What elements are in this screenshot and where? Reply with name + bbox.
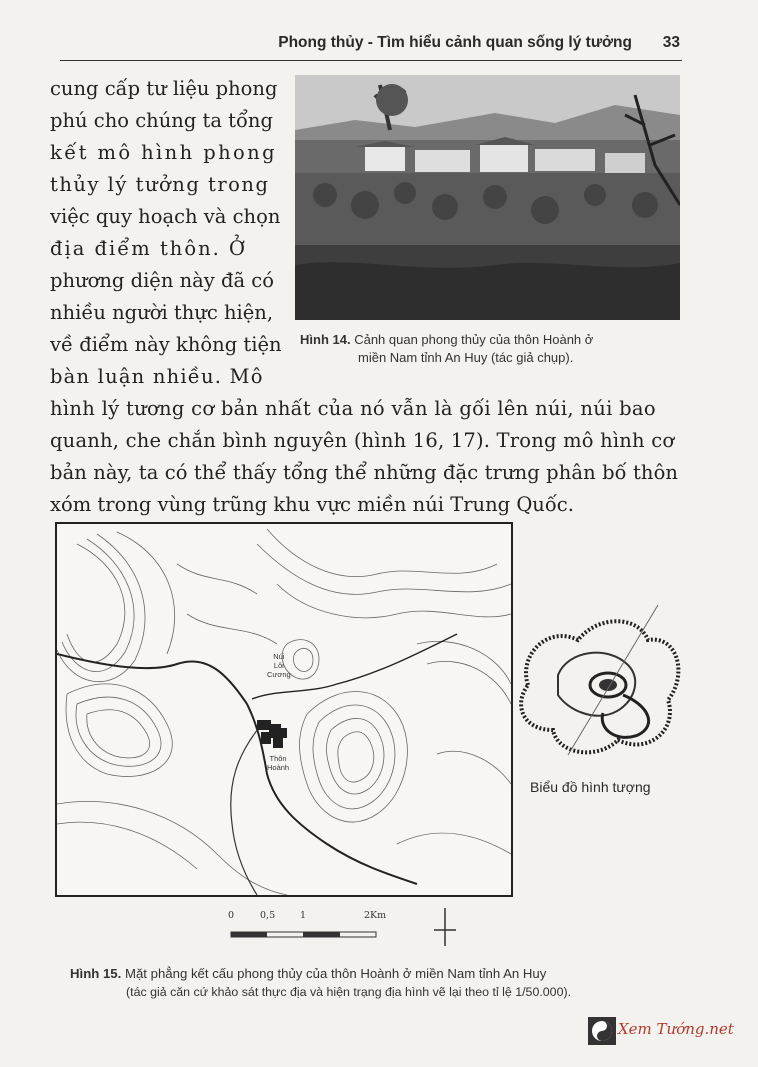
watermark-text: Xem Tướng.net (618, 1020, 734, 1038)
figure-label: Hình 14. (300, 332, 351, 347)
text-line: địa điểm thôn. Ở (50, 237, 248, 260)
map-label: Cương (267, 670, 291, 679)
contour-lines (57, 524, 511, 895)
text-line: cung cấp tư liệu phong (50, 77, 278, 100)
text-line: việc quy hoạch và chọn (50, 205, 281, 228)
map-label: Hoành (267, 763, 290, 772)
north-arrow-icon (432, 908, 458, 948)
scale-label: 2Km (364, 910, 387, 921)
text-line: hình lý tương cơ bản nhất của nó vẫn là gối lên núi, núi bao (50, 397, 656, 420)
text-line: kết mô hình phong (50, 141, 278, 164)
running-title: Phong thủy - Tìm hiểu cảnh quan sống lý tưởng (278, 34, 632, 51)
map-label: Núi (273, 652, 285, 661)
symbolic-diagram (508, 605, 688, 760)
site-watermark (588, 1012, 753, 1052)
text-line: về điểm này không tiện (50, 333, 282, 356)
text-line: bàn luận nhiều. Mô (50, 365, 264, 388)
caption-line: Mặt phẳng kết cấu phong thủy của thôn Hoành ở miền Nam tỉnh An Huy (124, 966, 547, 981)
caption-line: miền Nam tỉnh An Huy (tác giả chụp). (358, 350, 574, 365)
text-line: phú cho chúng ta tổng (50, 109, 273, 132)
map-scale-bar (228, 910, 388, 950)
photo-illustration (295, 75, 680, 320)
text-line: nhiều người thực hiện, (50, 301, 274, 324)
figure-14-caption (300, 331, 685, 367)
mountain-label (267, 652, 291, 679)
scale-label: 0,5 (260, 910, 276, 921)
text-line: thủy lý tưởng trong (50, 173, 270, 196)
text-line: quanh, che chắn bình nguyên (hình 16, 17). Trong mô hình cơ (50, 429, 675, 452)
text-line: xóm trong vùng trũng khu vực miền núi Trung Quốc. (50, 493, 574, 516)
caption-line: (tác giả căn cứ khảo sát thực địa và hiện trạng địa hình vẽ lại theo tỉ lệ 1/50.000). (126, 985, 572, 999)
village-landscape-photo (295, 75, 680, 320)
caption-line: Cảnh quan phong thủy của thôn Hoành ở (354, 332, 594, 347)
page-header (60, 30, 682, 61)
text-line: bản này, ta có thể thấy tổng thể những đặc trưng phân bố thôn (50, 461, 679, 484)
scale-label: 1 (300, 910, 307, 921)
map-label: Lôi (273, 661, 284, 670)
figure-15-caption (70, 964, 710, 1002)
figure-label: Hình 15. (70, 966, 122, 981)
topographic-map (55, 522, 513, 897)
text-line: phương diện này đã có (50, 269, 274, 292)
symbolic-diagram-label: Biểu đồ hình tượng (530, 779, 651, 795)
page-number: 33 (662, 34, 680, 51)
scale-label: 0 (228, 910, 235, 921)
yin-yang-icon (588, 1017, 616, 1045)
map-label: Thôn (269, 754, 287, 763)
scale-ruler (228, 910, 388, 950)
village-label (267, 754, 289, 772)
